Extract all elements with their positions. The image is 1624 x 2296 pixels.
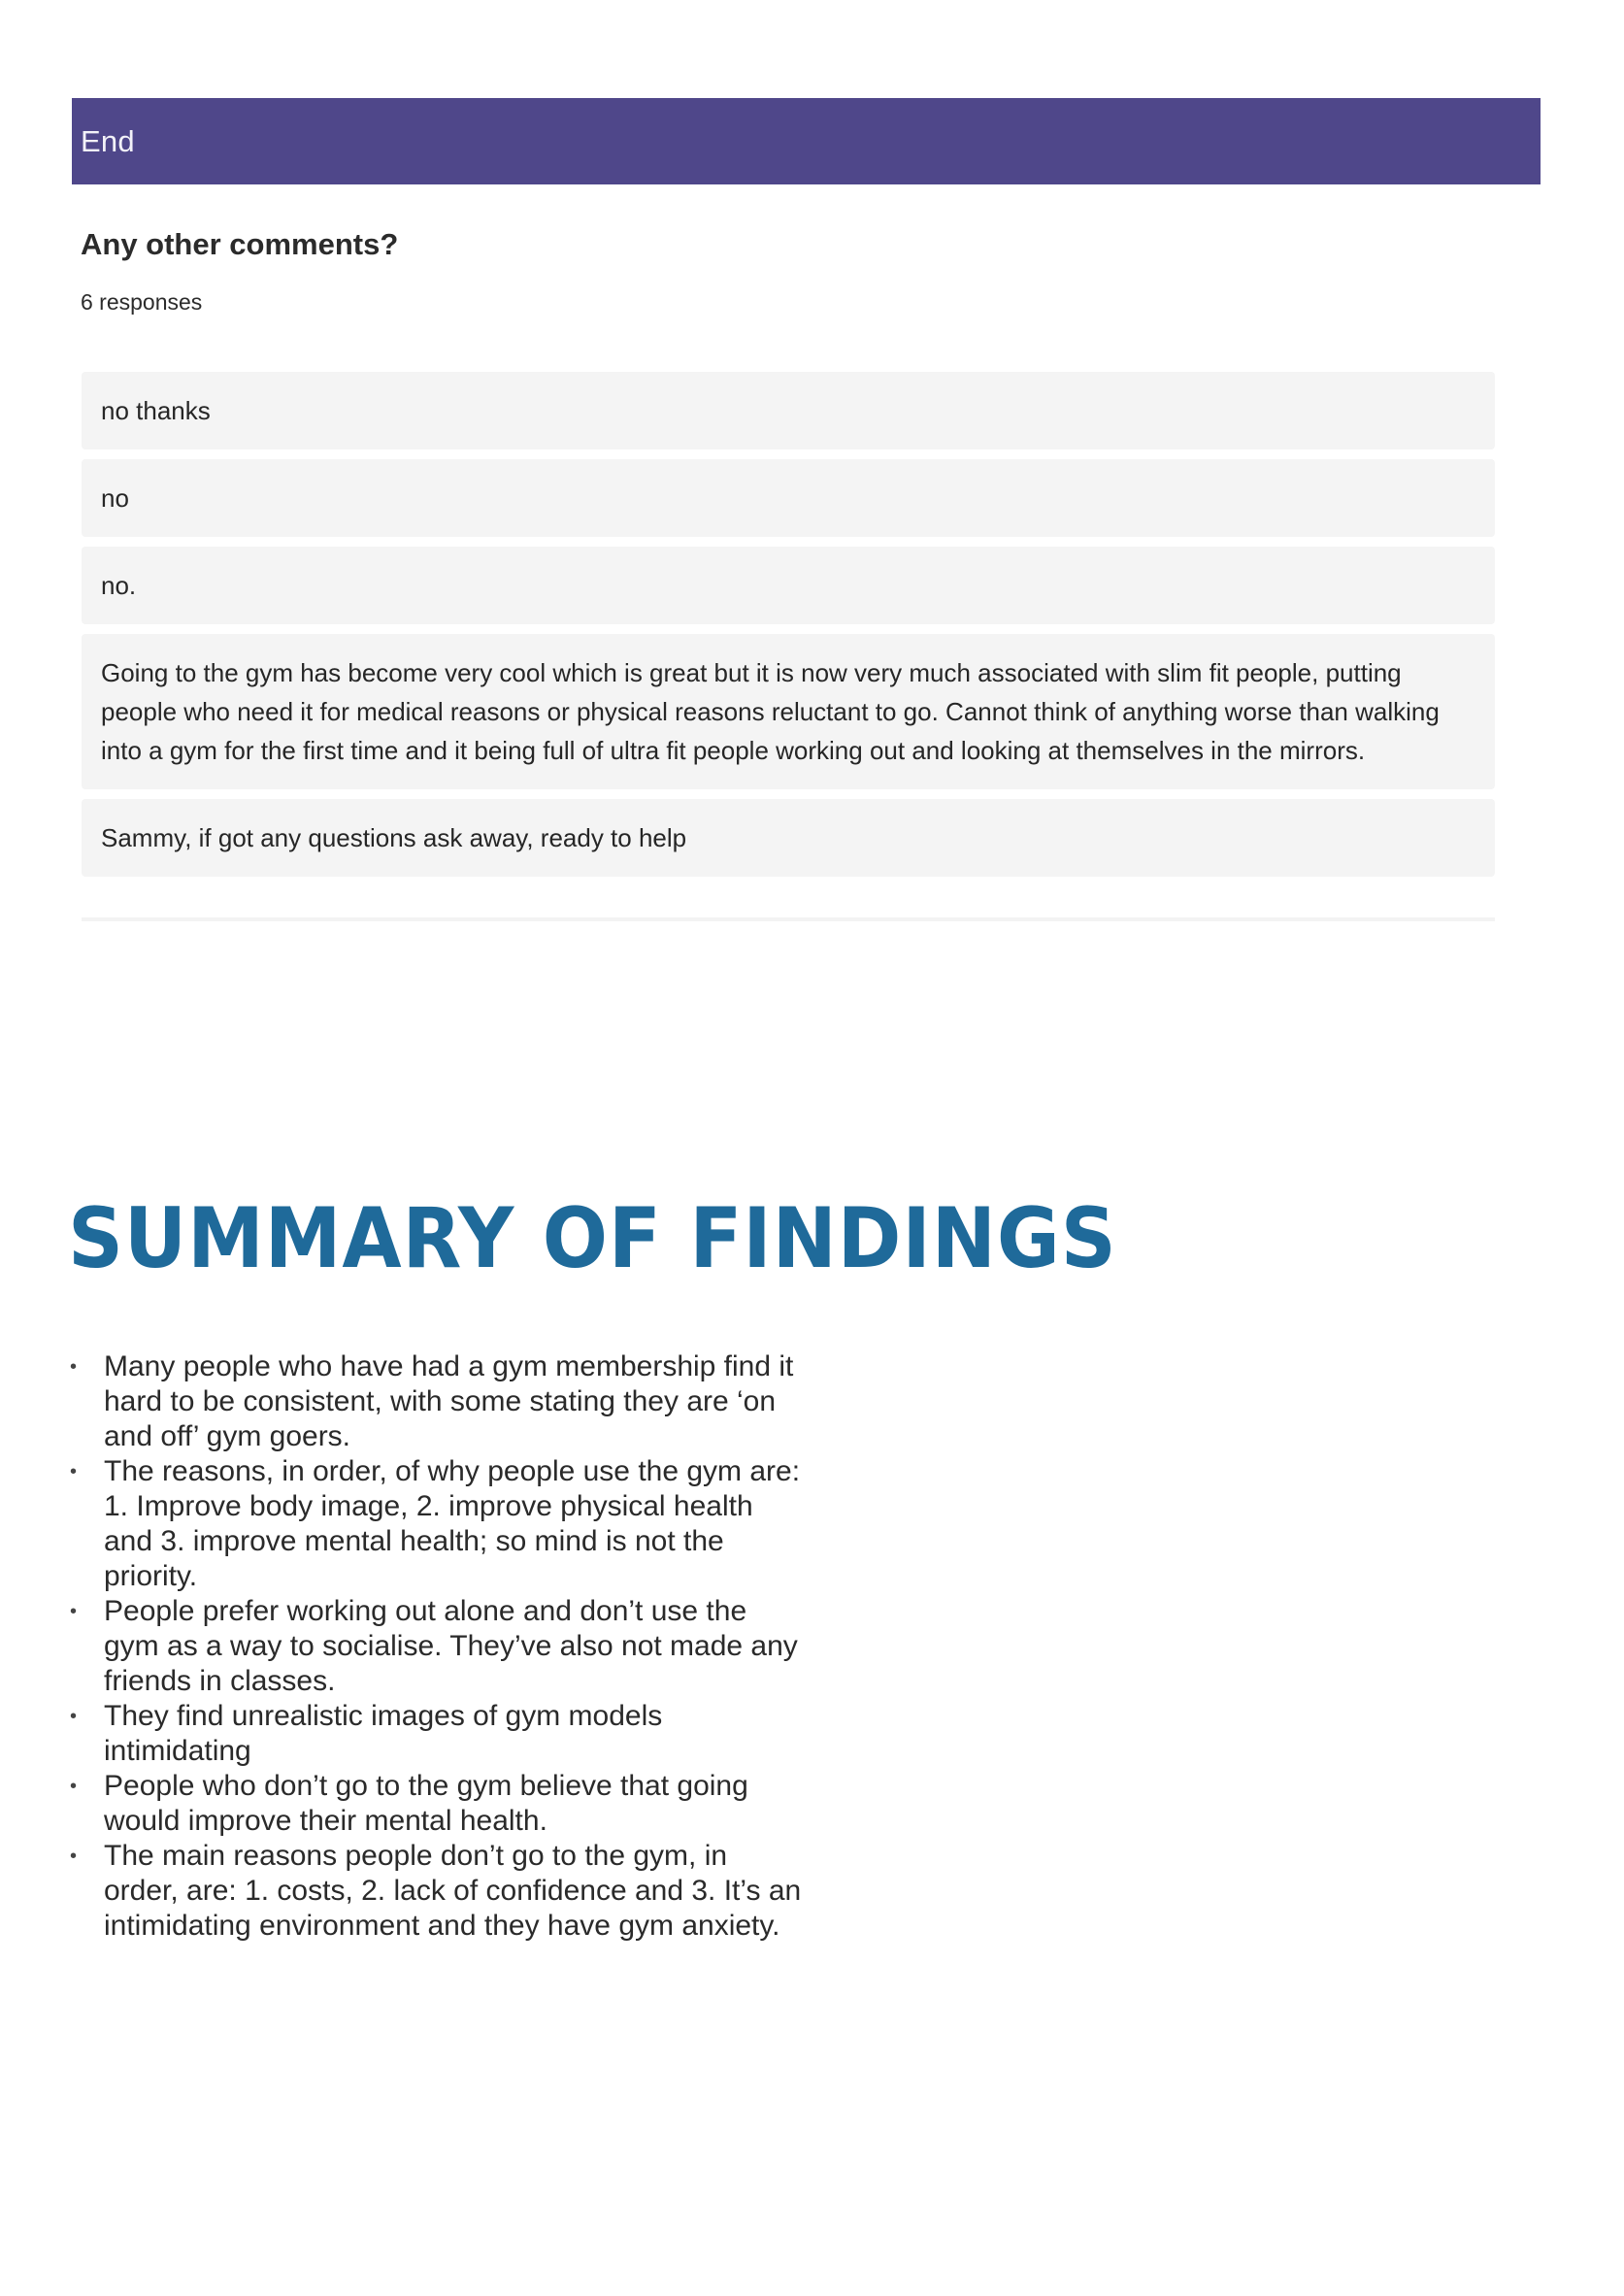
finding-item xyxy=(68,1699,806,1769)
finding-text: People who don’t go to the gym believe that going would improve their mental health. xyxy=(104,1770,748,1837)
bullet-icon: • xyxy=(70,1356,78,1378)
finding-item xyxy=(68,1454,806,1594)
question-title: Any other comments? xyxy=(81,227,399,261)
section-title: End xyxy=(81,124,135,158)
response-item: no xyxy=(82,459,1495,537)
finding-text: They find unrealistic images of gym models intimidating xyxy=(104,1700,663,1767)
response-item: Going to the gym has become very cool which is great but it is now very much associated with slim fit people, putting people who need it for medical reasons or physical reasons reluctant to go. Cannot think of anything worse than walking into a gym for the first time and it being full of ultra fit people working out and looking at themselves in the mirrors. xyxy=(82,634,1495,789)
finding-item xyxy=(68,1594,806,1699)
finding-item xyxy=(68,1769,806,1839)
response-item: Sammy, if got any questions ask away, ready to help xyxy=(82,799,1495,877)
finding-item xyxy=(68,1349,806,1454)
summary-title: SUMMARY OF FINDINGS xyxy=(68,1190,1117,1287)
finding-text: The reasons, in order, of why people use the gym are: 1. Improve body image, 2. improve physical health and 3. improve mental health; so mind is not the priority. xyxy=(104,1455,801,1592)
finding-item xyxy=(68,1839,806,1944)
response-count: 6 responses xyxy=(81,289,203,315)
finding-text: The main reasons people don’t go to the gym, in order, are: 1. costs, 2. lack of confidence and 3. It’s an intimidating environment and they have gym anxiety. xyxy=(104,1840,802,1942)
responses-divider xyxy=(82,917,1495,921)
bullet-icon: • xyxy=(70,1846,78,1867)
bullet-icon: • xyxy=(70,1601,78,1622)
response-item: no thanks xyxy=(82,372,1495,449)
bullet-icon: • xyxy=(70,1776,78,1797)
bullet-icon: • xyxy=(70,1461,78,1482)
section-header xyxy=(72,98,1541,184)
response-item: no. xyxy=(82,547,1495,624)
findings-list xyxy=(68,1349,806,1944)
finding-text: Many people who have had a gym membership find it hard to be consistent, with some stating they are ‘on and off’ gym goers. xyxy=(104,1350,794,1452)
bullet-icon: • xyxy=(70,1706,78,1727)
finding-text: People prefer working out alone and don’t use the gym as a way to socialise. They’ve also not made any friends in classes. xyxy=(104,1595,798,1697)
responses-list xyxy=(82,372,1495,886)
